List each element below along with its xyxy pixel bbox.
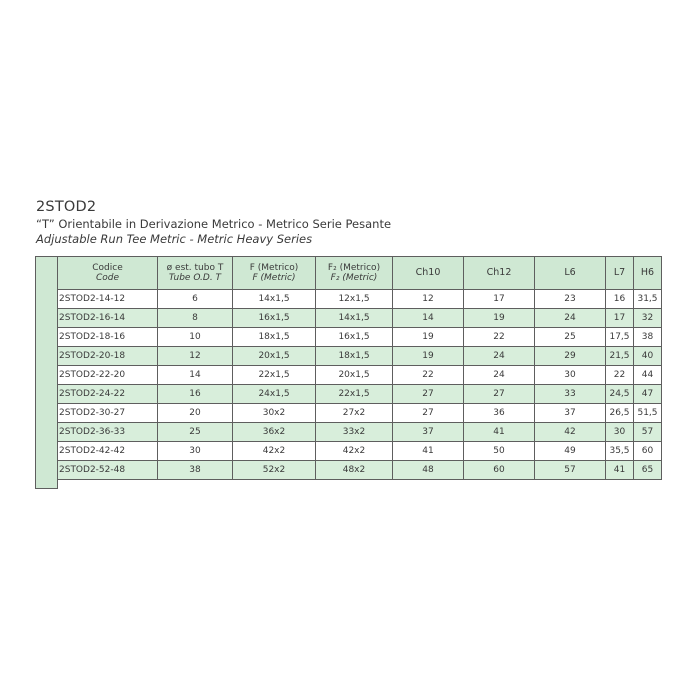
table-cell-ch12: 27 (464, 385, 535, 404)
table-cell-f2-metric: 27x2 (316, 404, 393, 423)
table-cell-h6: 65 (634, 461, 662, 480)
column-header-label: F (Metrico) (249, 263, 299, 273)
product-heading (36, 198, 676, 247)
column-header-label: Codice (92, 263, 123, 273)
column-header-l7: L7 (606, 257, 634, 290)
table-cell-l6: 37 (535, 404, 606, 423)
column-header-label-english: F (Metric) (252, 273, 296, 283)
table-cell-l7: 17,5 (606, 328, 634, 347)
table-row (58, 423, 662, 442)
spec-table-container (35, 256, 661, 489)
table-cell-f-metric: 22x1,5 (233, 366, 316, 385)
table-cell-l6: 42 (535, 423, 606, 442)
table-cell-code: 2STOD2-42-42 (58, 442, 158, 461)
table-cell-l7: 35,5 (606, 442, 634, 461)
table-cell-f-metric: 18x1,5 (233, 328, 316, 347)
table-cell-h6: 38 (634, 328, 662, 347)
table-cell-f-metric: 16x1,5 (233, 309, 316, 328)
table-cell-ch10: 19 (393, 347, 464, 366)
column-header-label: ø est. tubo T (166, 263, 224, 273)
table-cell-ch12: 50 (464, 442, 535, 461)
table-cell-h6: 60 (634, 442, 662, 461)
column-header-label-english: Tube O.D. T (168, 273, 222, 283)
table-header-row (58, 257, 662, 290)
table-row (58, 309, 662, 328)
table-cell-ch10: 27 (393, 404, 464, 423)
column-header-label-english: Code (95, 273, 120, 283)
table-cell-ch10: 14 (393, 309, 464, 328)
table-cell-code: 2STOD2-30-27 (58, 404, 158, 423)
table-cell-h6: 40 (634, 347, 662, 366)
table-cell-code: 2STOD2-18-16 (58, 328, 158, 347)
table-cell-f2-metric: 48x2 (316, 461, 393, 480)
table-cell-tube-od: 12 (158, 347, 233, 366)
column-header-ch12: Ch12 (464, 257, 535, 290)
table-cell-code: 2STOD2-20-18 (58, 347, 158, 366)
table-cell-ch10: 37 (393, 423, 464, 442)
table-cell-h6: 44 (634, 366, 662, 385)
table-cell-l6: 25 (535, 328, 606, 347)
table-cell-h6: 51,5 (634, 404, 662, 423)
table-cell-ch12: 41 (464, 423, 535, 442)
table-body (58, 290, 662, 480)
table-cell-ch10: 41 (393, 442, 464, 461)
description-english: Adjustable Run Tee Metric - Metric Heavy Series (36, 232, 313, 246)
table-cell-l6: 33 (535, 385, 606, 404)
table-cell-f2-metric: 20x1,5 (316, 366, 393, 385)
spec-table (57, 256, 662, 480)
table-cell-l6: 49 (535, 442, 606, 461)
table-cell-ch10: 48 (393, 461, 464, 480)
table-cell-f2-metric: 22x1,5 (316, 385, 393, 404)
table-cell-code: 2STOD2-24-22 (58, 385, 158, 404)
table-cell-ch10: 19 (393, 328, 464, 347)
column-header-f-metric (233, 257, 316, 290)
table-row (58, 461, 662, 480)
table-cell-ch10: 12 (393, 290, 464, 309)
table-cell-l7: 30 (606, 423, 634, 442)
table-row (58, 366, 662, 385)
table-cell-code: 2STOD2-22-20 (58, 366, 158, 385)
table-cell-tube-od: 8 (158, 309, 233, 328)
table-row (58, 290, 662, 309)
table-cell-l7: 22 (606, 366, 634, 385)
table-cell-f-metric: 14x1,5 (233, 290, 316, 309)
table-row (58, 404, 662, 423)
table-row (58, 347, 662, 366)
table-cell-f2-metric: 33x2 (316, 423, 393, 442)
table-cell-ch12: 24 (464, 366, 535, 385)
table-row (58, 385, 662, 404)
table-cell-code: 2STOD2-16-14 (58, 309, 158, 328)
table-cell-f2-metric: 18x1,5 (316, 347, 393, 366)
table-cell-h6: 31,5 (634, 290, 662, 309)
table-cell-l6: 29 (535, 347, 606, 366)
table-cell-l6: 24 (535, 309, 606, 328)
table-cell-ch10: 22 (393, 366, 464, 385)
column-header-tube-od (158, 257, 233, 290)
table-cell-tube-od: 6 (158, 290, 233, 309)
product-code-title: 2STOD2 (36, 199, 97, 215)
table-cell-tube-od: 25 (158, 423, 233, 442)
table-cell-tube-od: 38 (158, 461, 233, 480)
table-cell-f2-metric: 16x1,5 (316, 328, 393, 347)
table-cell-tube-od: 30 (158, 442, 233, 461)
table-row (58, 442, 662, 461)
column-header-h6: H6 (634, 257, 662, 290)
column-header-f2-metric (316, 257, 393, 290)
table-cell-code: 2STOD2-36-33 (58, 423, 158, 442)
table-cell-l7: 17 (606, 309, 634, 328)
table-cell-l6: 30 (535, 366, 606, 385)
table-cell-l7: 21,5 (606, 347, 634, 366)
table-side-strip (35, 256, 58, 489)
table-cell-tube-od: 14 (158, 366, 233, 385)
table-cell-f-metric: 52x2 (233, 461, 316, 480)
table-cell-ch12: 22 (464, 328, 535, 347)
table-cell-tube-od: 20 (158, 404, 233, 423)
table-cell-tube-od: 10 (158, 328, 233, 347)
table-cell-h6: 47 (634, 385, 662, 404)
table-cell-h6: 32 (634, 309, 662, 328)
table-cell-l6: 23 (535, 290, 606, 309)
description-italian: “T” Orientabile in Derivazione Metrico - Metrico Serie Pesante (36, 217, 392, 231)
table-cell-tube-od: 16 (158, 385, 233, 404)
table-cell-f2-metric: 14x1,5 (316, 309, 393, 328)
table-cell-f-metric: 20x1,5 (233, 347, 316, 366)
table-cell-f-metric: 42x2 (233, 442, 316, 461)
table-cell-ch12: 19 (464, 309, 535, 328)
table-cell-h6: 57 (634, 423, 662, 442)
table-cell-ch12: 60 (464, 461, 535, 480)
table-cell-l7: 16 (606, 290, 634, 309)
column-header-code (58, 257, 158, 290)
table-cell-f-metric: 36x2 (233, 423, 316, 442)
table-cell-ch10: 27 (393, 385, 464, 404)
column-header-ch10: Ch10 (393, 257, 464, 290)
table-cell-f-metric: 30x2 (233, 404, 316, 423)
table-cell-ch12: 24 (464, 347, 535, 366)
table-cell-l7: 24,5 (606, 385, 634, 404)
table-cell-f-metric: 24x1,5 (233, 385, 316, 404)
table-cell-ch12: 36 (464, 404, 535, 423)
table-cell-l7: 41 (606, 461, 634, 480)
column-header-label-english: F₂ (Metric) (330, 273, 378, 283)
table-cell-code: 2STOD2-14-12 (58, 290, 158, 309)
table-cell-code: 2STOD2-52-48 (58, 461, 158, 480)
table-cell-f2-metric: 12x1,5 (316, 290, 393, 309)
table-cell-f2-metric: 42x2 (316, 442, 393, 461)
table-cell-ch12: 17 (464, 290, 535, 309)
table-cell-l6: 57 (535, 461, 606, 480)
column-header-label: F₂ (Metrico) (327, 263, 381, 273)
table-cell-l7: 26,5 (606, 404, 634, 423)
table-row (58, 328, 662, 347)
column-header-l6: L6 (535, 257, 606, 290)
